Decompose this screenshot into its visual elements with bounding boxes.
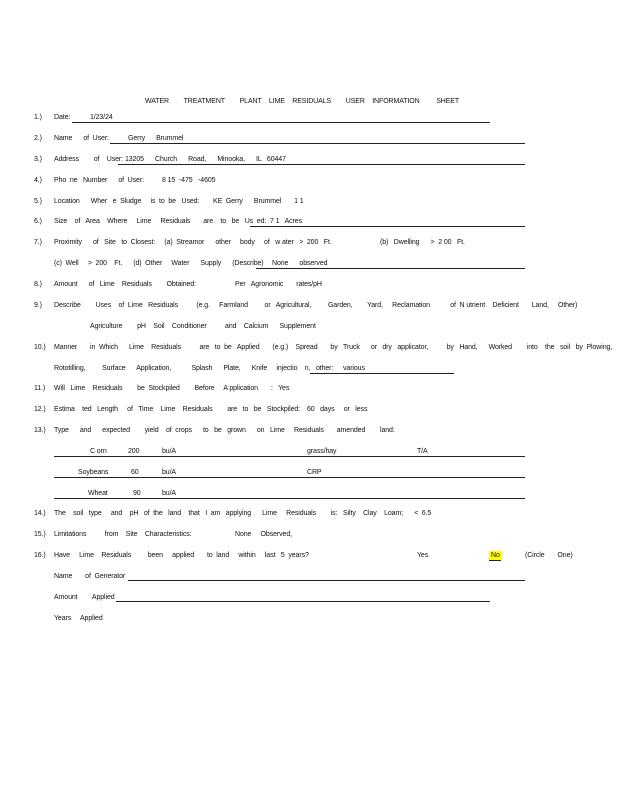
manner-line <box>310 373 454 374</box>
previous-application-label: Have Lime Residuals been applied to land within last 5 years? <box>54 552 309 559</box>
years-applied-label: Years Applied <box>54 615 103 622</box>
answer-yes[interactable]: Yes <box>417 552 429 559</box>
limitations-label: Limitations from Site Characteristics: <box>54 531 192 538</box>
name-line <box>110 143 525 144</box>
crop-name[interactable]: Wheat <box>88 490 108 497</box>
proximity-other-value[interactable]: None observed <box>272 260 328 267</box>
proximity-other-label: (c) Well > 200 Ft. (d) Other Water Supply (Describe) <box>54 260 264 267</box>
crop-name-2[interactable]: grass/hay <box>307 448 337 455</box>
crop-name-2[interactable]: CRP <box>307 469 322 476</box>
location-label: Location Wher e Sludge is to be Used: <box>54 198 200 205</box>
item-number: 5.) <box>34 198 42 205</box>
item-number: 14.) <box>34 510 46 517</box>
date-value[interactable]: 1/23/24 <box>90 114 113 121</box>
item-number: 2.) <box>34 135 42 142</box>
crop-yield-2[interactable]: T/A <box>417 448 428 455</box>
length-value[interactable]: 60 days or less <box>307 406 368 413</box>
limitations-value[interactable]: None Observed, <box>235 531 292 538</box>
crop-line <box>54 477 525 478</box>
size-label: Size of Area Where Lime Residuals are to be Us ed: <box>54 218 267 225</box>
amount-applied-line[interactable] <box>116 601 490 602</box>
address-value[interactable]: 13205 Church Road, Minooka, IL 60447 <box>125 156 286 163</box>
item-number: 6.) <box>34 218 42 225</box>
amount-obtained-value[interactable]: Per Agronomic rates/pH <box>235 281 322 288</box>
proximity-other-line <box>256 268 525 269</box>
manner-options: Rototilling, Surface Application, Splash Plate, Knife injectio n, other: <box>54 365 334 372</box>
amount-applied-label: Amount Applied <box>54 594 115 601</box>
uses-label: Describe Uses of Lime Residuals (e.g. Farmland or Agricultural, Garden, Yard, Reclamation of N utrient Deficient Land, Other) <box>54 302 578 309</box>
item-number: 10.) <box>34 344 46 351</box>
item-number: 4.) <box>34 177 42 184</box>
size-line <box>250 226 525 227</box>
address-line <box>118 164 525 165</box>
item-number: 11.) <box>34 385 46 392</box>
amount-obtained-label: Amount of Lime Residuals Obtained: <box>54 281 196 288</box>
size-value[interactable]: 7 1 Acres <box>270 218 302 225</box>
manner-label: Manner in Which Lime Residuals are to be Applied (e.g.) Spread by Truck or dry applicator, by Hand, Worked into the soil by Plowing, <box>54 344 613 351</box>
item-number: 15.) <box>34 531 46 538</box>
crop-yield[interactable]: 60 <box>131 469 139 476</box>
form-title: WATER TREATMENT PLANT LIME RESIDUALS USER INFORMATION SHEET <box>145 98 460 105</box>
crop-unit: bu/A <box>162 469 176 476</box>
crop-yield[interactable]: 200 <box>128 448 140 455</box>
crop-name[interactable]: Soybeans <box>78 469 109 476</box>
generator-line[interactable] <box>128 580 525 581</box>
item-number: 9.) <box>34 302 42 309</box>
circle-one-note: (Circle One) <box>525 552 573 559</box>
name-label: Name of User: <box>54 135 109 142</box>
date-line <box>72 122 490 123</box>
date-label: Date: <box>54 114 71 121</box>
item-number: 13.) <box>34 427 46 434</box>
item-number: 12.) <box>34 406 46 413</box>
crop-name[interactable]: C orn <box>90 448 107 455</box>
answer-no-underline <box>489 560 501 561</box>
proximity-label: Proximity of Site to Closest: (a) Streamor other body of w ater > 200 Ft. <box>54 239 332 246</box>
proximity-dwelling: (b) Dwelling > 2 00 Ft. <box>380 239 465 246</box>
item-number: 7.) <box>34 239 42 246</box>
generator-label: Name of Generator <box>54 573 126 580</box>
crop-unit: bu/A <box>162 448 176 455</box>
soil-label: The soil type and pH of the land that I am applying Lime Residuals is: <box>54 510 338 517</box>
crop-yield[interactable]: 90 <box>133 490 141 497</box>
item-number: 1.) <box>34 114 42 121</box>
name-value[interactable]: Gerry Brummel <box>128 135 184 142</box>
item-number: 16.) <box>34 552 46 559</box>
location-value[interactable]: KE Gerry Brummel 1 1 <box>213 198 304 205</box>
stockpiled-label: Will Lime Residuals be Stockpiled Before A pplication : Yes <box>54 385 290 392</box>
length-label: Estima ted Length of Time Lime Residuals are to be Stockpiled: <box>54 406 301 413</box>
item-number: 8.) <box>34 281 42 288</box>
crop-unit: bu/A <box>162 490 176 497</box>
item-number: 3.) <box>34 156 42 163</box>
uses-value[interactable]: Agriculture pH Soil Conditioner and Calcium Supplement <box>90 323 316 330</box>
crop-line <box>54 456 525 457</box>
manner-value[interactable]: various <box>343 365 365 372</box>
soil-value[interactable]: Silty Clay Loam; < 6.5 <box>343 510 432 517</box>
address-label: Address of User: <box>54 156 123 163</box>
crop-line <box>54 498 525 499</box>
crops-label: Type and expected yield of crops to be grown on Lime Residuals amended land: <box>54 427 395 434</box>
answer-no[interactable]: No <box>491 552 500 559</box>
phone-value[interactable]: 8 15 -475 -4605 <box>162 177 216 184</box>
phone-label: Pho ne Number of User: <box>54 177 144 184</box>
